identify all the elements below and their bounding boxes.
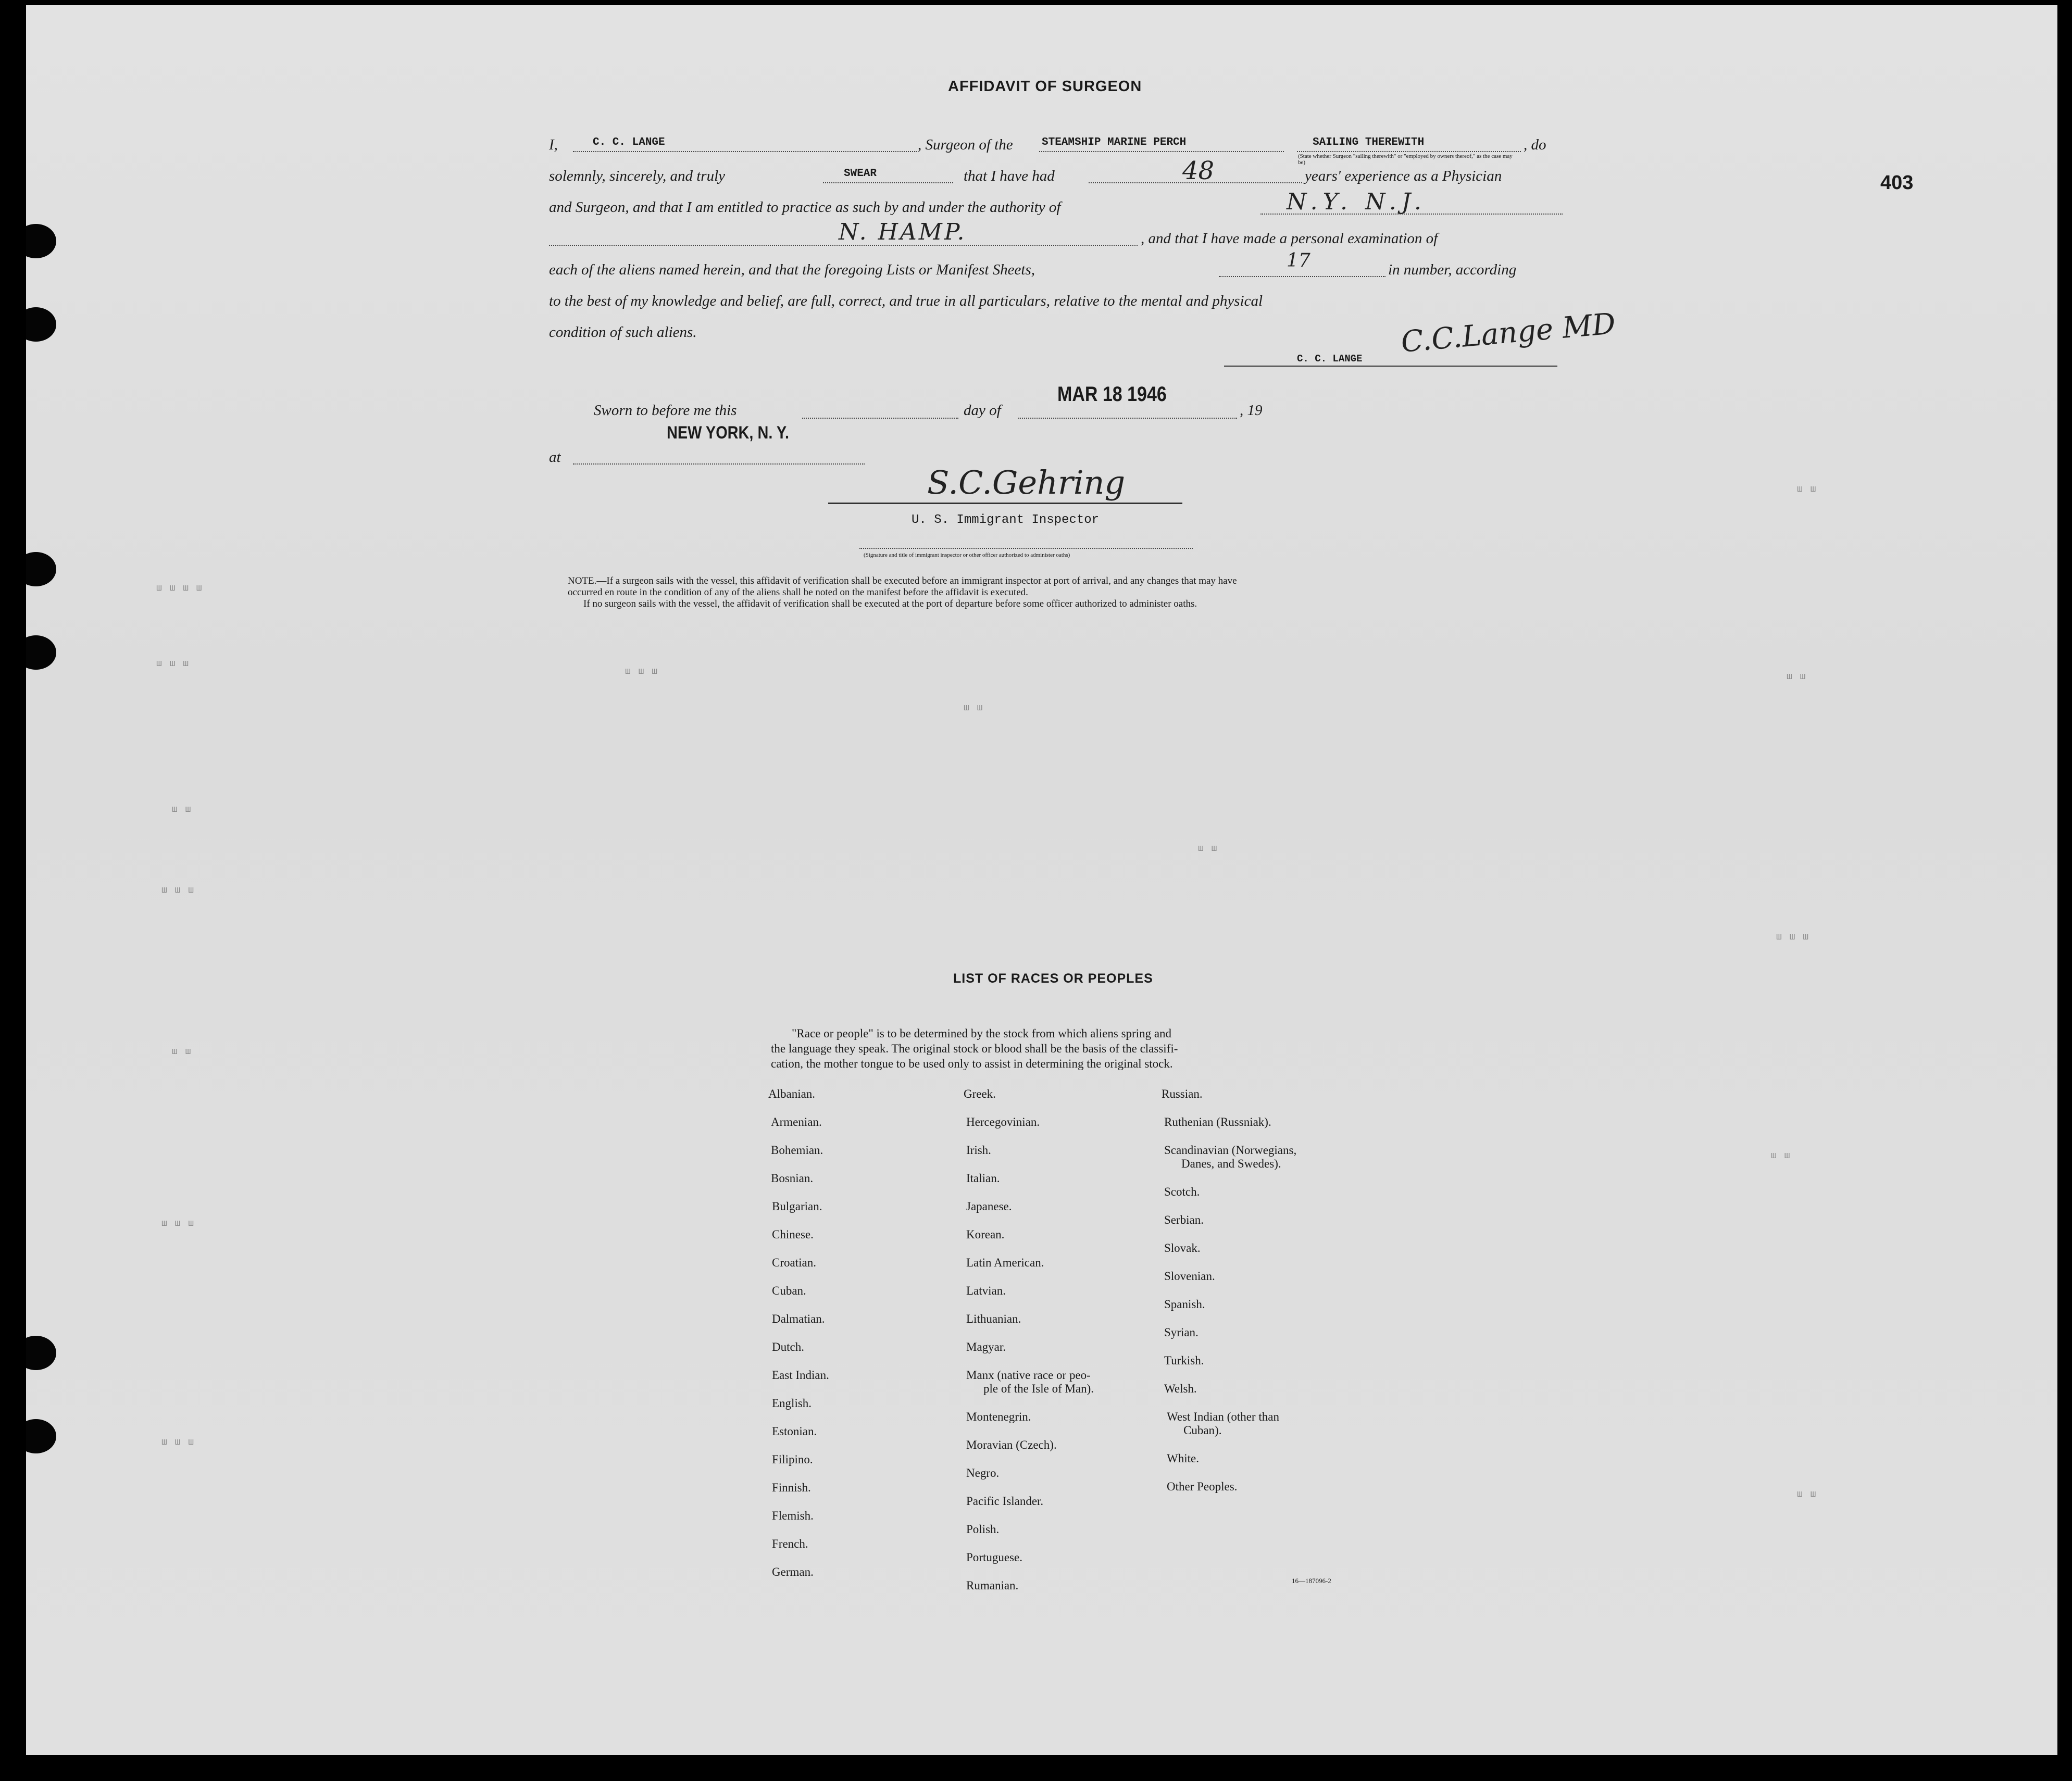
note-line-1: NOTE.—If a surgeon sails with the vessel, this affidavit of verification shall be executed before an immigrant inspector at port of arrival, and any changes that may have [568,575,1237,586]
race-item: Moravian (Czech). [966,1438,1057,1451]
note-line-2: occurred en route in the condition of any of the aliens shall be noted on the manifest before the affidavit is executed. [568,587,1028,598]
race-item: Turkish. [1164,1354,1204,1367]
race-item: Flemish. [772,1509,814,1522]
signature-caption: (Signature and title of immigrant inspector or other officer authorized to administer oaths) [864,552,1070,558]
sworn-text: Sworn to before me this [594,402,737,419]
race-item: Greek. [964,1087,996,1100]
race-item: East Indian. [772,1369,829,1382]
examination-text: , and that I have made a personal examination of [1141,230,1438,247]
race-item: French. [772,1537,808,1550]
race-item: German. [772,1565,814,1578]
race-item: English. [772,1397,812,1410]
race-item: Italian. [966,1172,1000,1185]
form-number: 16—187096-2 [1292,1577,1331,1585]
race-item: Bohemian. [771,1144,823,1157]
best-knowledge-text: to the best of my knowledge and belief, are full, correct, and true in all particulars, relative to the mental and physical [549,293,1263,309]
year-suffix: , 19 [1240,402,1263,419]
race-item: Danes, and Swedes). [1181,1157,1281,1170]
do-text: , do [1524,136,1546,153]
punch-hole [26,635,56,670]
signature-typed: C. C. LANGE [1297,353,1363,365]
races-title: LIST OF RACES OR PEOPLES [953,971,1153,986]
race-item: Negro. [966,1466,1000,1479]
bleed-through-mark: ш ш [1771,1151,1791,1161]
condition-text: condition of such aliens. [549,324,697,341]
race-item: White. [1167,1452,1199,1465]
day-of-text: day of [964,402,1001,419]
race-item: Dalmatian. [772,1312,825,1325]
race-item: Scotch. [1164,1185,1200,1198]
races-intro-line: the language they speak. The original stock or blood shall be the basis of the classifi- [771,1042,1178,1055]
race-item: Armenian. [771,1115,822,1128]
race-item: Scandinavian (Norwegians, [1164,1144,1297,1157]
at-text: at [549,449,561,466]
race-item: Latin American. [966,1256,1044,1269]
punch-hole [26,1419,56,1453]
race-item: ple of the Isle of Man). [983,1382,1094,1395]
note-line-3: If no surgeon sails with the vessel, the affidavit of verification shall be executed at the port of departure before some officer authorized to administer oaths. [583,598,1197,609]
affidavit-title: AFFIDAVIT OF SURGEON [948,78,1142,95]
bleed-through-mark: ш ш [1198,844,1218,854]
bleed-through-mark: ш ш ш ш [156,583,203,594]
oath-word: SWEAR [844,168,877,180]
race-item: Dutch. [772,1340,804,1353]
race-item: Ruthenian (Russniak). [1164,1115,1271,1128]
state-note: (State whether Surgeon "sailing therewith" or "employed by owners thereof," as the case may be) [1298,153,1513,166]
bleed-through-mark: ш ш ш [161,885,195,896]
race-item: Chinese. [772,1228,814,1241]
note-block [568,575,1557,610]
race-item: Bulgarian. [772,1200,822,1213]
page-number: 403 [1880,172,1914,194]
race-item: Albanian. [768,1087,816,1100]
bleed-through-mark: ш ш ш [156,659,190,669]
bleed-through-mark: ш ш ш [625,667,659,677]
race-item: Manx (native race or peo- [966,1369,1091,1382]
race-item: Spanish. [1164,1298,1205,1311]
vessel-name: STEAMSHIP MARINE PERCH [1042,136,1187,148]
bleed-through-mark: ш ш [172,1047,192,1057]
races-intro-line: "Race or people" is to be determined by the stock from which aliens spring and [792,1027,1172,1040]
race-item: Serbian. [1164,1213,1204,1226]
bleed-through-mark: ш ш ш [161,1219,195,1229]
years-exp-text: years' experience as a Physician [1305,168,1502,184]
bleed-through-mark: ш ш [172,805,192,815]
i-label: I, [549,136,558,153]
race-item: Latvian. [966,1284,1006,1297]
race-item: Croatian. [772,1256,816,1269]
race-item: Estonian. [772,1425,817,1438]
races-intro-line: cation, the mother tongue to be used only to assist in determining the original stock. [771,1057,1173,1070]
bleed-through-mark: ш ш ш [161,1437,195,1448]
race-item: Pacific Islander. [966,1495,1044,1508]
race-item: Slovak. [1164,1241,1201,1255]
race-item: Russian. [1162,1087,1203,1100]
race-item: Hercegovinian. [966,1115,1040,1128]
race-item: Portuguese. [966,1551,1022,1564]
race-item: Rumanian. [966,1579,1019,1592]
race-item: Japanese. [966,1200,1012,1213]
bleed-through-mark: ш ш [1797,484,1817,495]
inspector-signature: S.C.Gehring [927,463,1126,501]
race-item: Lithuanian. [966,1312,1021,1325]
bleed-through-mark: ш ш [964,703,984,713]
punch-hole [26,224,56,258]
races-intro [771,1026,1396,1071]
race-item: Korean. [966,1228,1005,1241]
race-item: Irish. [966,1144,991,1157]
surgeon-name: C. C. LANGE [593,136,665,148]
bleed-through-mark: ш ш ш [1776,932,1810,943]
race-item: Slovenian. [1164,1270,1215,1283]
have-had-text: that I have had [964,168,1055,184]
race-item: Cuban). [1183,1424,1222,1437]
in-number-text: in number, according [1388,261,1517,278]
race-item: Filipino. [772,1453,813,1466]
race-item: Syrian. [1164,1326,1199,1339]
punch-hole [26,1336,56,1370]
race-item: Montenegrin. [966,1410,1031,1423]
race-item: Polish. [966,1523,1000,1536]
race-item: Bosnian. [771,1172,814,1185]
sailing-status: SAILING THEREWITH [1313,136,1425,148]
race-item: Finnish. [772,1481,811,1494]
race-item: Welsh. [1164,1382,1197,1395]
aliens-text: each of the aliens named herein, and that the foregoing Lists or Manifest Sheets, [549,261,1035,278]
bleed-through-mark: ш ш [1797,1489,1817,1500]
place-stamp: NEW YORK, N. Y. [667,423,789,443]
inspector-title: U. S. Immigrant Inspector [912,513,1100,527]
bleed-through-mark: ш ш [1787,672,1807,682]
punch-hole [26,307,56,342]
surgeon-of-text: , Surgeon of the [918,136,1013,153]
manifest-page [26,5,2057,1755]
date-stamp: MAR 18 1946 [1057,383,1167,406]
authority-states-2: N. HAMP. [839,219,967,245]
surgeon-authority-text: and Surgeon, and that I am entitled to practice as such by and under the authority of [549,199,1061,216]
authority-states-1: N.Y. N.J. [1287,189,1427,215]
surgeon-signature: C.C.Lange MD [1400,307,1617,359]
race-item: Cuban. [772,1284,806,1297]
solemnly-text: solemnly, sincerely, and truly [549,168,726,184]
punch-hole [26,552,56,586]
race-item: West Indian (other than [1167,1410,1279,1423]
race-item: Other Peoples. [1167,1480,1238,1493]
years-handwritten: 48 [1182,156,1215,185]
race-item: Magyar. [966,1340,1006,1353]
sheet-count: 17 [1287,250,1310,271]
